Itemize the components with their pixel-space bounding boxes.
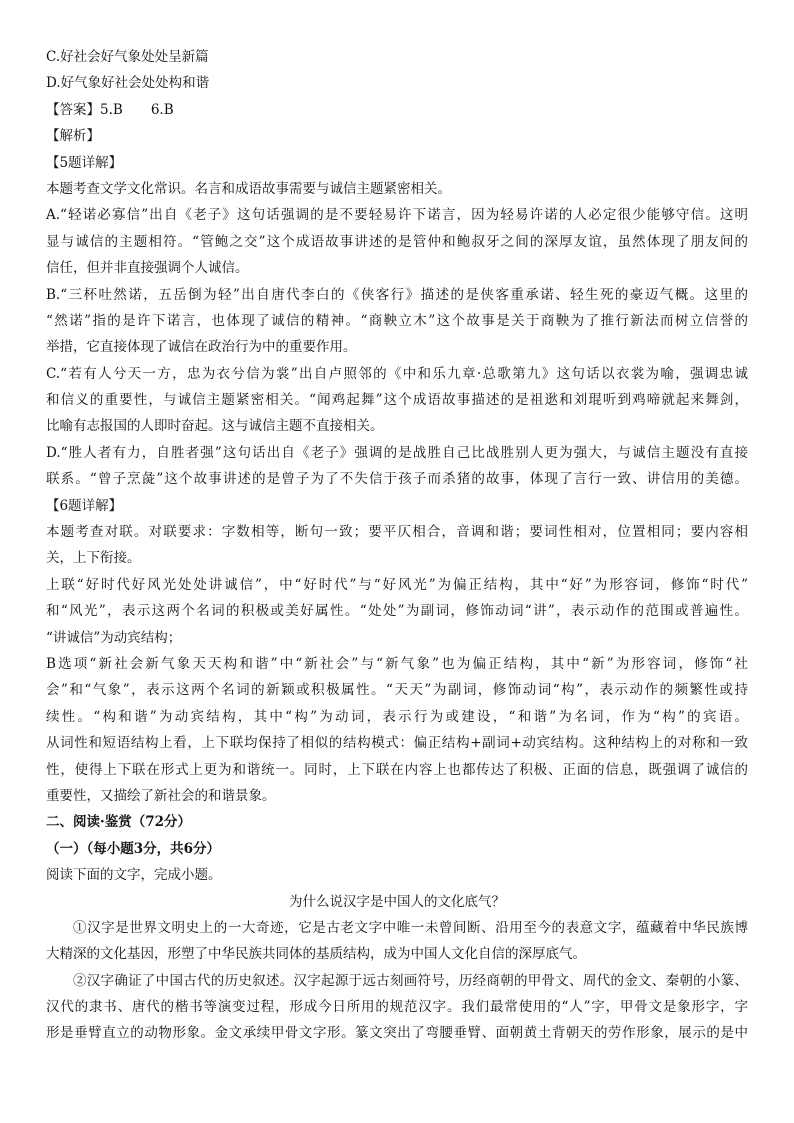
q6-line: 和“风光”，表示这两个名词的积极或美好属性。“处处”为副词，修饰动词“讲”，表示动作的范围或普遍性。 — [46, 603, 748, 620]
q6-line: “讲诚信”为动宾结构； — [46, 629, 182, 646]
article-line: ①汉字是世界文明史上的一大奇迹，它是古老文字中唯一未曾间断、沿用至今的表意文字，蕴藏着中华民族博 — [73, 919, 748, 936]
article-line: 形是垂臂直立的动物形象。金文承续甲骨文字形。篆文突出了弯腰垂臂、面朝黄土背朝天的劳作形象，展示的是中 — [46, 1025, 748, 1042]
document-page — [46, 44, 748, 1047]
option-c: C.好社会好气象处处呈新篇 — [46, 49, 209, 65]
subsection-heading: （一）（每小题3分，共6分） — [46, 840, 221, 857]
q6-heading: 【6题详解】 — [46, 497, 123, 514]
q6-line: 会”和“气象”，表示这两个名词的新颖或积极属性。“天天”为副词，修饰动词“构”，表示动作的频繁性或持 — [46, 682, 748, 699]
reading-instruction: 阅读下面的文字，完成小题。 — [46, 867, 222, 884]
q5-line: B.“三杯吐然诺，五岳倒为轻”出自唐代李白的《侠客行》描述的是侠客重承诺、轻生死的豪迈气概。这里的 — [46, 286, 748, 303]
q5-line: 比喻有志报国的人即时奋起。这与诚信主题不直接相关。 — [46, 418, 384, 435]
article-title: 为什么说汉字是中国人的文化底气？ — [289, 893, 505, 910]
q5-line: 联系。“曾子烹彘”这个故事讲述的是曾子为了不失信于孩子而杀猪的故事，体现了言行一致、讲信用的美德。 — [46, 471, 748, 488]
option-d: D.好气象好社会处处构和谐 — [46, 75, 210, 92]
q5-line: “然诺”指的是许下诺言，也体现了诚信的精神。“商鞅立木”这个故事是关于商鞅为了推行新法而树立信誉的 — [46, 312, 748, 329]
answer-line — [46, 97, 748, 123]
q6-line: 性，使得上下联在形式上更为和谐统一。同时，上下联在内容上也都传达了积极、正面的信息，既强调了诚信的 — [46, 761, 748, 778]
q6-line: 关，上下衔接。 — [46, 550, 141, 567]
q6-line: 续性。“构和谐”为动宾结构，其中“构”为动词，表示行为或建设，“和谐”为名词，作为“构”的宾语。 — [46, 708, 748, 725]
q6-line: 重要性，又描绘了新社会的和谐景象。 — [46, 787, 276, 804]
article-line: ②汉字确证了中国古代的历史叙述。汉字起源于远古刻画符号，历经商朝的甲骨文、周代的金文、秦朝的小篆、 — [73, 972, 748, 989]
q5-line: 和信义的重要性，与诚信主题紧密相关。“闻鸡起舞”这个成语故事描述的是祖逖和刘琨听到鸡啼就起来舞剑， — [46, 392, 748, 409]
analysis-heading: 【解析】 — [46, 128, 100, 145]
q5-heading: 【5题详解】 — [46, 154, 123, 171]
q5-line: 显与诚信的主题相符。“管鲍之交”这个成语故事讲述的是管仲和鲍叔牙之间的深厚友谊，虽然体现了朋友间的 — [46, 233, 748, 250]
article-line: 汉代的隶书、唐代的楷书等演变过程，形成今日所用的规范汉字。我们最常使用的“人”字，甲骨文是象形字，字 — [46, 999, 748, 1016]
q6-line: 从词性和短语结构上看，上下联均保持了相似的结构模式：偏正结构+副词+动宾结构。这种结构上的对称和一致 — [46, 735, 748, 752]
q5-line: 信任，但并非直接强调个人诚信。 — [46, 260, 249, 277]
q5-line: C.“若有人兮天一方，忠为衣兮信为裳”出自卢照邻的《中和乐九章·总歌第九》这句话以衣裳为喻，强调忠诚 — [46, 365, 748, 382]
section-heading: 二、阅读·鉴赏（72分） — [46, 814, 191, 831]
answer-second: 6.B — [150, 101, 174, 118]
article-line: 大精深的文化基因，形塑了中华民族共同体的基质结构，成为中国人文化自信的深厚底气。 — [46, 946, 586, 963]
q5-line: 举措，它直接体现了诚信在政治行为中的重要作用。 — [46, 339, 357, 356]
q6-line: 上联“好时代好风光处处讲诚信”，中“好时代”与“好风光”为偏正结构，其中“好”为形容词，修饰“时代” — [46, 576, 748, 593]
answer-label: 【答案】5.B — [46, 101, 123, 118]
q5-line: A.“轻诺必寡信”出自《老子》这句话强调的是不要轻易许下诺言，因为轻易许诺的人必定很少能够守信。这明 — [46, 207, 748, 224]
q5-line: D.“胜人者有力，自胜者强”这句话出自《老子》强调的是战胜自己比战胜别人更为强大，与诚信主题没有直接 — [46, 444, 748, 461]
q6-line: B选项“新社会新气象天天构和谐”中“新社会”与“新气象”也为偏正结构，其中“新”为形容词，修饰“社 — [46, 655, 748, 672]
q5-line: 本题考查文学文化常识。名言和成语故事需要与诚信主题紧密相关。 — [46, 180, 451, 197]
q6-line: 本题考查对联。对联要求：字数相等，断句一致；要平仄相合，音调和谐；要词性相对，位置相同；要内容相 — [46, 524, 748, 541]
